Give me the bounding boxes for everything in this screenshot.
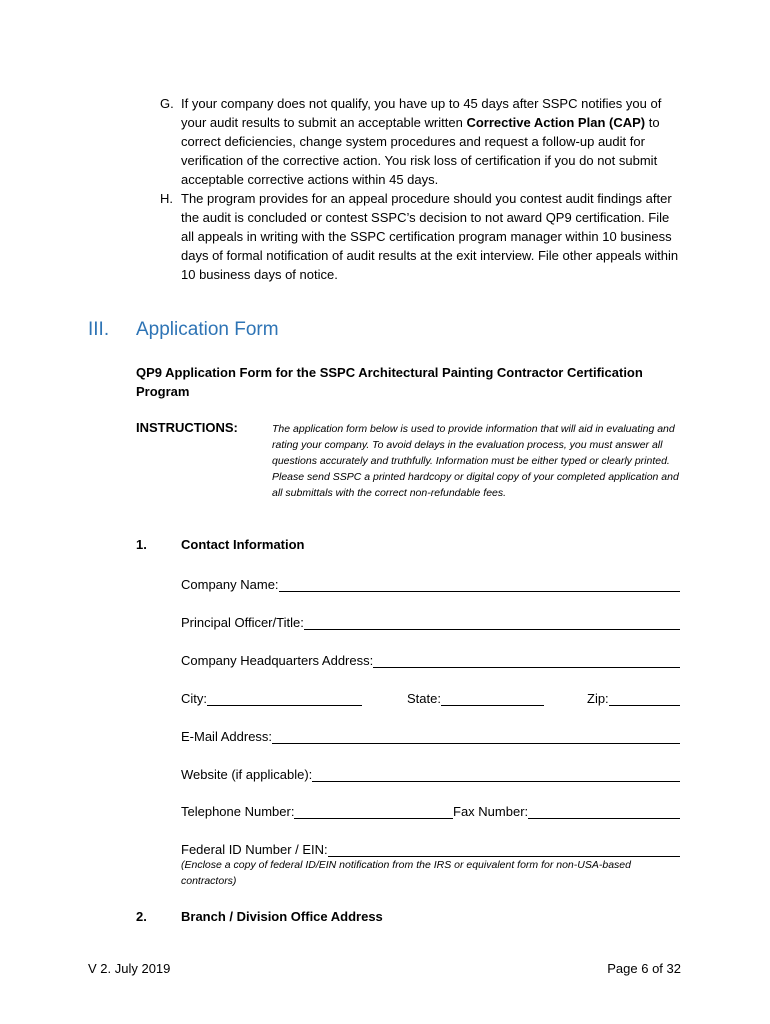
field-line[interactable]	[312, 767, 680, 782]
footer-version: V 2. July 2019	[88, 961, 171, 976]
section-number: III.	[88, 319, 110, 340]
field-line[interactable]	[328, 842, 680, 857]
subsection-title: Branch / Division Office Address	[181, 909, 383, 924]
list-letter: H.	[160, 191, 173, 206]
federal-id-field[interactable]	[181, 839, 680, 857]
footer-page-number: Page 6 of 32	[607, 961, 681, 976]
list-item-h	[160, 189, 680, 284]
field-label: Company Headquarters Address:	[181, 653, 374, 668]
list-item-g	[160, 94, 680, 189]
ein-note: (Enclose a copy of federal ID/EIN notification from the IRS or equivalent form for non-USA-based contractors)	[181, 859, 631, 887]
field-line[interactable]	[272, 729, 680, 744]
city-field[interactable]	[181, 688, 362, 706]
field-label: City:	[181, 691, 207, 706]
field-line[interactable]	[528, 804, 680, 819]
field-line[interactable]	[609, 691, 680, 706]
field-label: Telephone Number:	[181, 804, 295, 819]
field-line[interactable]	[294, 804, 453, 819]
state-field[interactable]	[407, 688, 544, 706]
field-line[interactable]	[279, 577, 680, 592]
field-line[interactable]	[304, 615, 680, 630]
email-field[interactable]	[181, 726, 680, 744]
field-label: Zip:	[587, 691, 609, 706]
field-label: Website (if applicable):	[181, 767, 313, 782]
section-title: Application Form	[136, 319, 279, 340]
field-label: E-Mail Address:	[181, 729, 273, 744]
cap-bold-text: Corrective Action Plan (CAP)	[466, 115, 646, 130]
subsection-number: 1.	[136, 537, 147, 552]
fax-field[interactable]	[453, 801, 680, 819]
field-label: State:	[407, 691, 441, 706]
field-line[interactable]	[207, 691, 362, 706]
subsection-number: 2.	[136, 909, 147, 924]
list-letter: G.	[160, 96, 174, 111]
website-field[interactable]	[181, 764, 680, 782]
field-label: Fax Number:	[453, 804, 529, 819]
field-label: Company Name:	[181, 577, 279, 592]
subsection-title: Contact Information	[181, 537, 305, 552]
telephone-field[interactable]	[181, 801, 453, 819]
form-title: QP9 Application Form for the SSPC Architectural Painting Contractor Certification Program	[136, 365, 643, 399]
field-label: Principal Officer/Title:	[181, 615, 304, 630]
field-label: Federal ID Number / EIN:	[181, 842, 328, 857]
list-text	[181, 94, 680, 189]
field-line[interactable]	[373, 653, 680, 668]
instructions-label: INSTRUCTIONS:	[136, 420, 238, 435]
list-text: The program provides for an appeal procedure should you contest audit findings after the audit is concluded or contest SSPC’s decision to not award QP9 certification. File all appeals in writing with the SSPC certification program manager within 10 business days of formal notification of audit results at the exit interview. File other appeals within 10 business days of notice.	[181, 191, 679, 282]
instructions-text: The application form below is used to provide information that will aid in evaluating and rating your company. To avoid delays in the evaluation process, you must answer all questions accurately and truthfully. Information must be either typed or clearly printed. Please send SSPC a printed hardcopy or digital copy of your completed application and all submittals with the correct non-refundable fees.	[272, 423, 679, 499]
principal-officer-field[interactable]	[181, 612, 680, 630]
field-line[interactable]	[441, 691, 544, 706]
zip-field[interactable]	[587, 688, 680, 706]
company-name-field[interactable]	[181, 574, 680, 592]
list-text-part: to correct deficiencies, change system procedures and request a follow-up audit for verification of the corrective action. You risk loss of certification if you do not submit acceptable corrective actions within 45 days.	[181, 115, 660, 187]
hq-address-field[interactable]	[181, 650, 680, 668]
list-text-part: If your company does not qualify, you have up to 45 days after SSPC notifies you of your audit results to submit an acceptable written	[181, 96, 662, 130]
